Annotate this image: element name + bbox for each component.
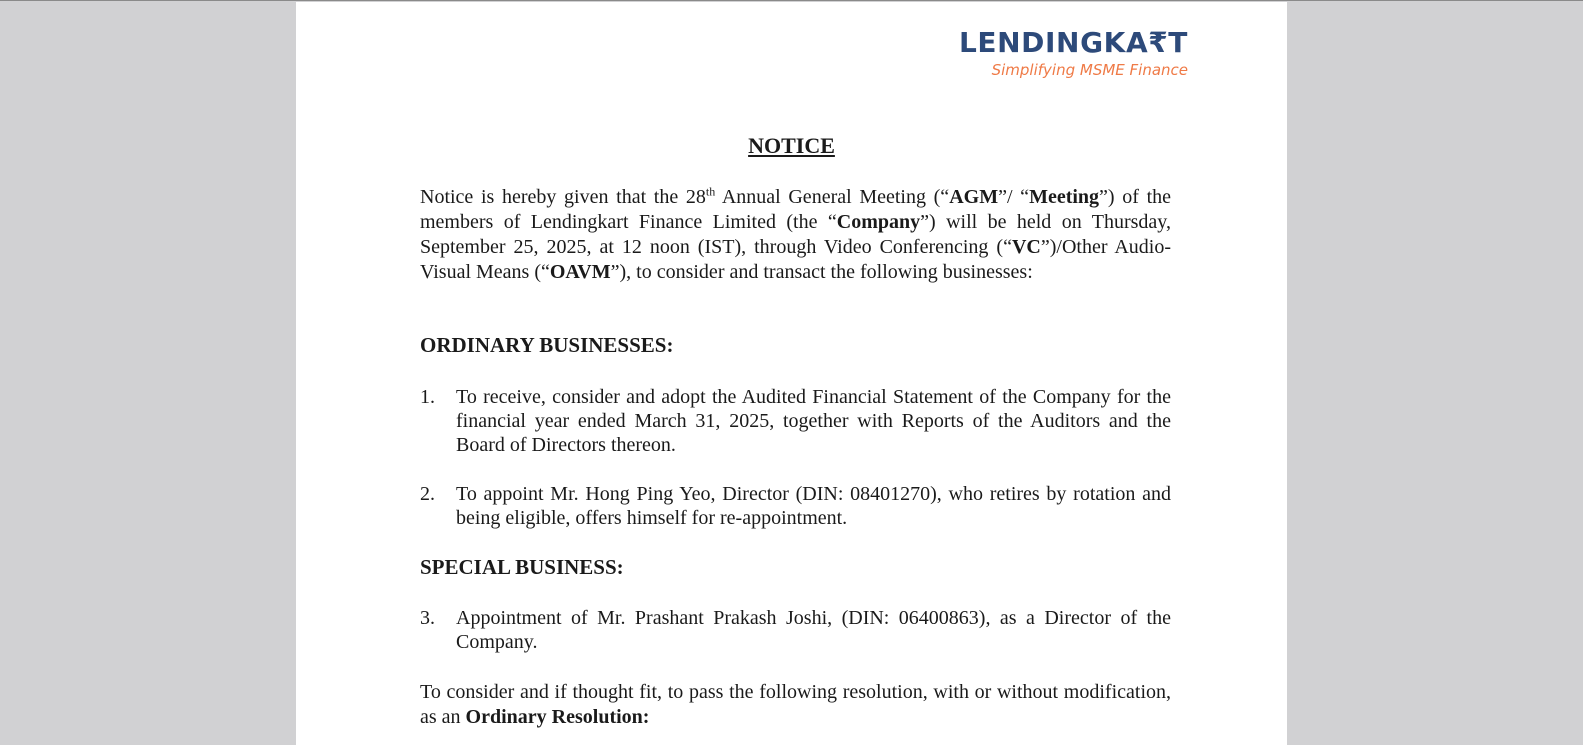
item-number: 1. — [420, 386, 435, 408]
list-item — [420, 606, 1171, 654]
resolution-paragraph — [420, 680, 1171, 730]
intro-text-7: ”), to consider and transact the following businesses: — [610, 261, 1033, 283]
intro-text-1: Notice is hereby given that the 28 — [420, 186, 706, 208]
company-logo — [959, 26, 1188, 79]
notice-intro-paragraph — [420, 185, 1171, 285]
intro-ordinal-suffix: th — [705, 184, 716, 199]
resolution-text: To consider and if thought fit, to pass the following resolution, with or without modification, as an — [420, 681, 1171, 728]
logo-tagline: Simplifying MSME Finance — [991, 61, 1188, 79]
document-page — [296, 2, 1287, 745]
item-number: 2. — [420, 483, 435, 505]
item-text: To appoint Mr. Hong Ping Yeo, Director (DIN: 08401270), who retires by rotation and being eligible, offers himself for re-appointment. — [456, 483, 1171, 529]
intro-text-3: ”/ “ — [998, 186, 1030, 208]
intro-text-6: ”)/Other Audio-Visual Means (“ — [420, 236, 1172, 283]
item-text: Appointment of Mr. Prashant Prakash Joshi, (DIN: 06400863), as a Director of the Company. — [456, 607, 1171, 653]
term-vc: VC — [1011, 236, 1041, 258]
notice-title: NOTICE — [748, 133, 835, 158]
intro-text-2: Annual General Meeting (“ — [715, 186, 950, 208]
list-item — [420, 482, 1171, 530]
term-oavm: OAVM — [549, 261, 611, 283]
special-business-heading: SPECIAL BUSINESS: — [420, 555, 624, 579]
ordinary-businesses-heading: ORDINARY BUSINESSES: — [420, 333, 674, 357]
list-item — [420, 385, 1171, 457]
intro-text-5: ”) will be held on Thursday, September 25, 2025, at 12 noon (IST), through Video Conferencing (“ — [420, 211, 1171, 258]
term-agm: AGM — [949, 186, 999, 208]
item-text: To receive, consider and adopt the Audited Financial Statement of the Company for the financial year ended March 31, 2025, together with Reports of the Auditors and the Board of Directors thereon. — [456, 386, 1171, 456]
term-meeting: Meeting — [1029, 186, 1100, 208]
item-number: 3. — [420, 607, 435, 629]
term-company: Company — [836, 211, 921, 233]
logo-wordmark: LENDINGKA₹T — [958, 26, 1188, 59]
intro-text-4: ”) of the members of Lendingkart Finance Limited (the “ — [420, 186, 1172, 233]
resolution-type: Ordinary Resolution: — [465, 706, 650, 728]
window-top-border — [0, 0, 1583, 1]
